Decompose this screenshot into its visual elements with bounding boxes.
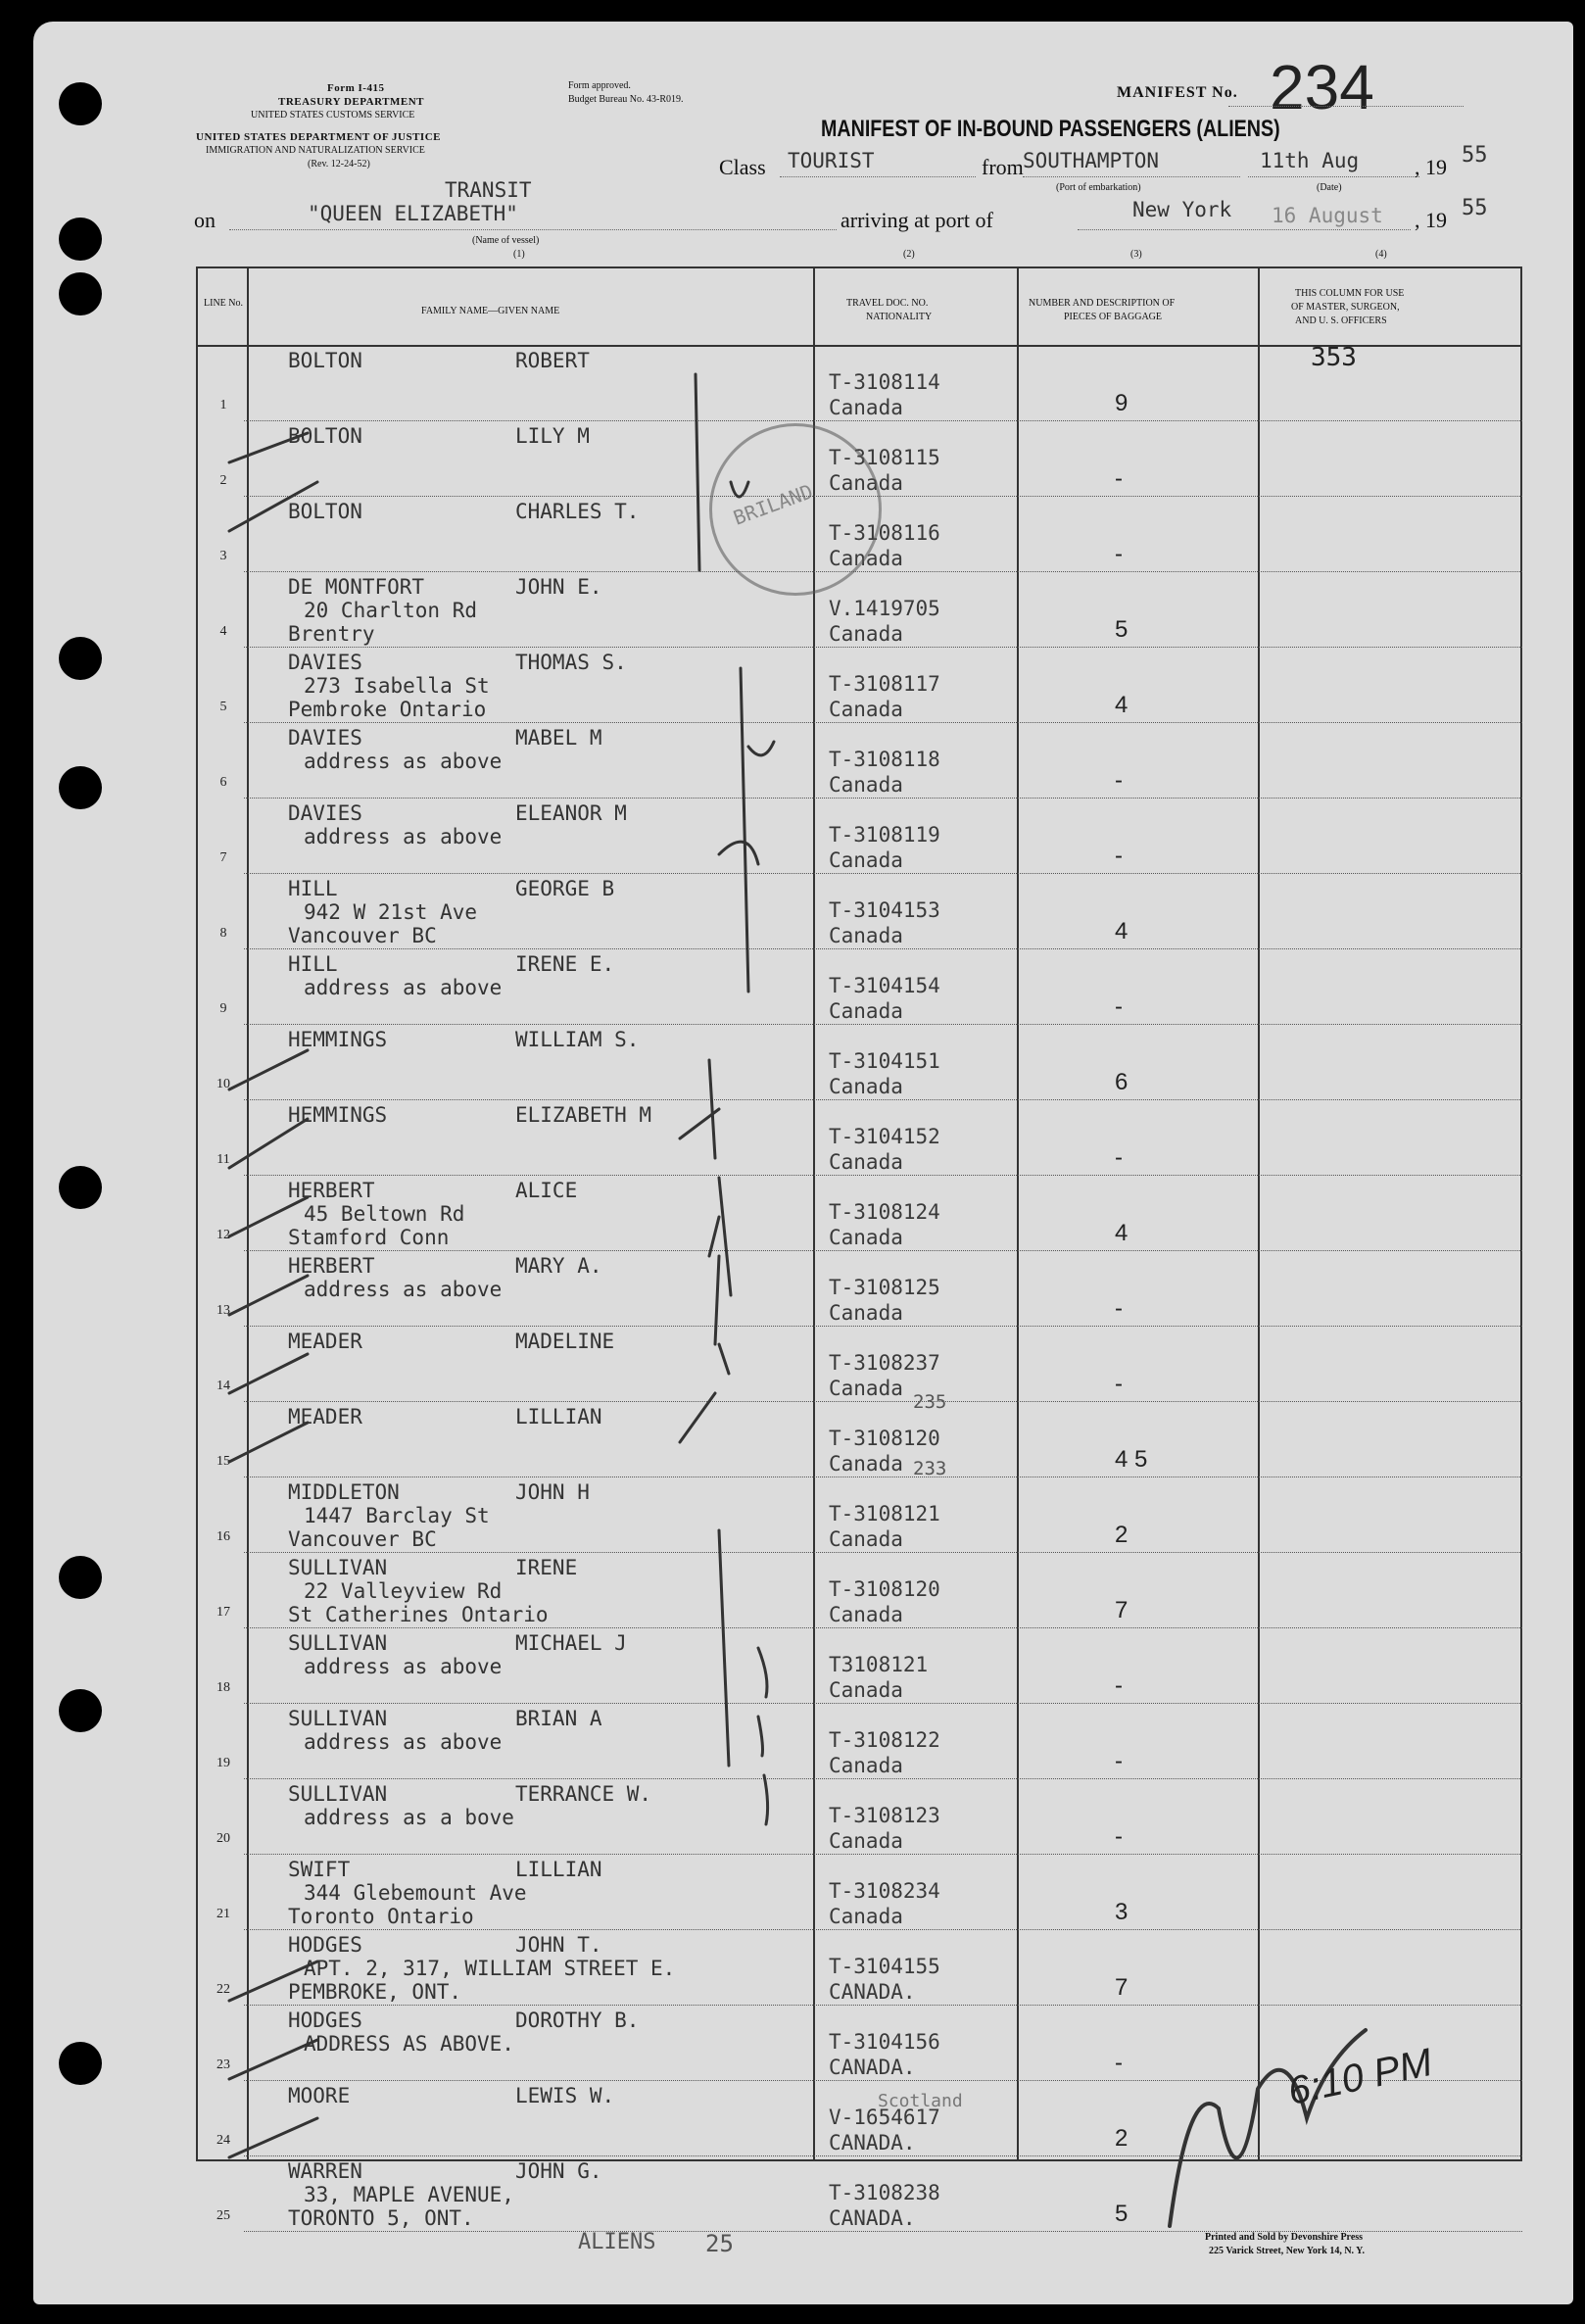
row-baggage: 6 <box>1115 1069 1129 1095</box>
row-line-number: 8 <box>219 926 227 941</box>
on-label: on <box>194 208 216 232</box>
row-baggage: 7 <box>1115 1597 1129 1623</box>
row-baggage: 2 <box>1115 2125 1129 2152</box>
row-travel-doc: T-3104155 <box>829 1955 940 1978</box>
vessel-name: "QUEEN ELIZABETH" <box>308 202 518 225</box>
row-line-number: 19 <box>216 1756 230 1770</box>
row-address-1: address as a bove <box>304 1806 514 1829</box>
row-travel-doc: T-3104154 <box>829 974 940 997</box>
row-family-name: SULLIVAN <box>288 1782 388 1806</box>
handwritten-marks <box>33 22 1573 2304</box>
row-address-1: address as above <box>304 1655 503 1678</box>
dept-justice: UNITED STATES DEPARTMENT OF JUSTICE <box>196 131 441 143</box>
embark-year: 55 <box>1462 143 1488 168</box>
row-line-number: 13 <box>216 1303 230 1318</box>
row-family-name: SULLIVAN <box>288 1556 388 1579</box>
row-baggage: - <box>1115 541 1123 567</box>
row-nationality: Canada <box>829 471 903 495</box>
row-family-name: HEMMINGS <box>288 1028 388 1051</box>
row-baggage: 4 <box>1115 1220 1129 1246</box>
row-line-number: 9 <box>219 1001 227 1016</box>
budget-bureau: Budget Bureau No. 43-R019. <box>568 94 684 105</box>
row-baggage: 5 <box>1115 616 1129 643</box>
row-line-number: 16 <box>216 1529 230 1544</box>
row-given-name: JOHN H <box>515 1480 590 1504</box>
row-nationality: Canada <box>829 1754 903 1777</box>
row-baggage: - <box>1115 767 1123 794</box>
row-nationality: Canada <box>829 1301 903 1325</box>
row-line-number: 3 <box>219 549 227 563</box>
row-nationality: Canada <box>829 1829 903 1853</box>
row-address-1: APT. 2, 317, WILLIAM STREET E. <box>304 1957 676 1980</box>
row-travel-doc: T-3108116 <box>829 521 940 545</box>
row-baggage: 4 <box>1115 918 1129 944</box>
dept-immigration: IMMIGRATION AND NATURALIZATION SERVICE <box>206 145 425 156</box>
row-nationality: CANADA. <box>829 2056 916 2079</box>
class-label: Class <box>719 155 766 179</box>
row-family-name: HERBERT <box>288 1179 375 1202</box>
printer-line-2: 225 Varick Street, New York 14, N. Y. <box>1209 2246 1365 2256</box>
row-given-name: THOMAS S. <box>515 651 627 674</box>
row16-doc-overwrite: 233 <box>913 1458 947 1479</box>
row-address-1: 942 W 21st Ave <box>304 900 478 924</box>
row-travel-doc: T-3108238 <box>829 2181 940 2204</box>
row-family-name: DE MONTFORT <box>288 575 425 599</box>
row-given-name: MICHAEL J <box>515 1631 627 1655</box>
row-given-name: TERRANCE W. <box>515 1782 652 1806</box>
form-approved: Form approved. <box>568 80 631 91</box>
row-given-name: LILLIAN <box>515 1858 602 1881</box>
row-baggage: - <box>1115 1144 1123 1171</box>
row-line-number: 15 <box>216 1454 230 1469</box>
row-line-number: 24 <box>216 2133 230 2148</box>
manifest-no-label: MANIFEST No. <box>1117 84 1238 101</box>
manifest-title: MANIFEST OF IN-BOUND PASSENGERS (ALIENS) <box>821 116 1280 142</box>
row-line-number: 11 <box>216 1152 230 1167</box>
header-use-1: THIS COLUMN FOR USE <box>1295 288 1405 299</box>
arrival-year: 55 <box>1462 196 1488 220</box>
row-family-name: HILL <box>288 952 338 976</box>
row-nationality: Canada <box>829 396 903 419</box>
row-family-name: MOORE <box>288 2084 351 2107</box>
row-address-1: 33, MAPLE AVENUE, <box>304 2183 514 2206</box>
row-family-name: SULLIVAN <box>288 1707 388 1730</box>
row-given-name: ROBERT <box>515 349 590 372</box>
row-line-number: 6 <box>219 775 227 790</box>
dept-treasury: TREASURY DEPARTMENT <box>278 96 424 108</box>
row-nationality: Canada <box>829 1150 903 1174</box>
row-family-name: HODGES <box>288 2009 362 2032</box>
row-given-name: JOHN G. <box>515 2159 602 2183</box>
row-travel-doc: V.1419705 <box>829 597 940 620</box>
row-given-name: BRIAN A <box>515 1707 602 1730</box>
arrival-year-prefix: , 19 <box>1415 208 1447 232</box>
row-travel-doc: T-3108122 <box>829 1728 940 1752</box>
row-address-1: address as above <box>304 750 503 773</box>
row-address-2: Pembroke Ontario <box>288 698 487 721</box>
printer-line-1: Printed and Sold by Devonshire Press <box>1205 2232 1364 2243</box>
row-address-2: Toronto Ontario <box>288 1905 474 1928</box>
row-travel-doc: T-3108119 <box>829 823 940 847</box>
row-address-1: address as above <box>304 1730 503 1754</box>
transit: TRANSIT <box>445 178 532 202</box>
header-doc-1: TRAVEL DOC. NO. <box>846 298 929 309</box>
row-given-name: MADELINE <box>515 1330 615 1353</box>
row-baggage: 4 <box>1115 692 1129 718</box>
row-family-name: BOLTON <box>288 500 362 523</box>
row-given-name: DOROTHY B. <box>515 2009 640 2032</box>
row-family-name: DAVIES <box>288 651 362 674</box>
row24-nationality-overwrite: Scotland <box>878 2091 963 2111</box>
row-given-name: JOHN E. <box>515 575 602 599</box>
row-given-name: GEORGE B <box>515 877 615 900</box>
row-nationality: CANADA. <box>829 2131 916 2155</box>
aliens-label: ALIENS <box>578 2230 656 2254</box>
from-label: from <box>982 155 1024 179</box>
row-family-name: BOLTON <box>288 424 362 448</box>
row-travel-doc: T-3104153 <box>829 898 940 922</box>
row-travel-doc: T-3108117 <box>829 672 940 696</box>
row-line-number: 20 <box>216 1831 230 1846</box>
row-line-number: 10 <box>216 1077 230 1091</box>
row-address-2: PEMBROKE, ONT. <box>288 1980 462 2004</box>
header-bag-1: NUMBER AND DESCRIPTION OF <box>1029 298 1176 309</box>
row-travel-doc: T-3108234 <box>829 1879 940 1903</box>
row-address-1: 20 Charlton Rd <box>304 599 478 622</box>
row-line-number: 23 <box>216 2058 230 2072</box>
row-baggage: - <box>1115 1371 1123 1397</box>
row-given-name: MABEL M <box>515 726 602 750</box>
row-family-name: HODGES <box>288 1933 362 1957</box>
manifest-number: 234 <box>1270 52 1374 122</box>
aliens-count: 25 <box>705 2230 734 2257</box>
year-prefix: , 19 <box>1415 155 1447 179</box>
header-use-3: AND U. S. OFFICERS <box>1295 315 1387 326</box>
row-nationality: CANADA. <box>829 1980 916 2004</box>
row-line-number: 17 <box>216 1605 230 1620</box>
row-line-number: 12 <box>216 1228 230 1242</box>
row-address-2: Vancouver BC <box>288 924 437 947</box>
row-nationality: Canada <box>829 698 903 721</box>
vessel-caption: (Name of vessel) <box>472 235 540 246</box>
row-family-name: WARREN <box>288 2159 362 2183</box>
port-caption: (Port of embarkation) <box>1056 182 1141 193</box>
col3-number: (3) <box>1130 249 1142 260</box>
row-line-number: 5 <box>219 700 227 714</box>
from-value: SOUTHAMPTON <box>1023 149 1160 172</box>
row-given-name: LEWIS W. <box>515 2084 615 2107</box>
row-address-2: Stamford Conn <box>288 1226 450 1249</box>
row-address-2: Brentry <box>288 622 375 646</box>
row-address-2: Vancouver BC <box>288 1527 437 1551</box>
row-travel-doc: T-3108125 <box>829 1276 940 1299</box>
row-family-name: DAVIES <box>288 801 362 825</box>
row-travel-doc: T-3108123 <box>829 1804 940 1827</box>
row-baggage: - <box>1115 465 1123 492</box>
form-revision: (Rev. 12-24-52) <box>308 159 370 169</box>
row-baggage: - <box>1115 993 1123 1020</box>
row-nationality: Canada <box>829 1905 903 1928</box>
row15-doc-overwrite: 235 <box>913 1391 947 1413</box>
row-nationality: Canada <box>829 924 903 947</box>
row-nationality: Canada <box>829 547 903 570</box>
row-family-name: MEADER <box>288 1330 362 1353</box>
row-given-name: LILLIAN <box>515 1405 602 1428</box>
row-baggage: - <box>1115 1295 1123 1322</box>
row-baggage: 7 <box>1115 1974 1129 2001</box>
row-family-name: HERBERT <box>288 1254 375 1278</box>
time-note: 6:10 PM <box>1283 2041 1436 2114</box>
dept-customs: UNITED STATES CUSTOMS SERVICE <box>251 110 415 121</box>
row-address-1: address as above <box>304 825 503 848</box>
header-use-2: OF MASTER, SURGEON, <box>1291 302 1400 313</box>
row-nationality: Canada <box>829 999 903 1023</box>
class-value: TOURIST <box>788 149 875 172</box>
row-given-name: ELEANOR M <box>515 801 627 825</box>
row-address-1: 344 Glebemount Ave <box>304 1881 527 1905</box>
row-baggage: 9 <box>1115 390 1129 416</box>
row-baggage: - <box>1115 843 1123 869</box>
header-bag-2: PIECES OF BAGGAGE <box>1064 312 1163 322</box>
row-travel-doc: T-3104151 <box>829 1049 940 1073</box>
row-travel-doc: V-1654617 <box>829 2106 940 2129</box>
row-line-number: 4 <box>219 624 227 639</box>
row-baggage: - <box>1115 1672 1123 1699</box>
header-doc-2: NATIONALITY <box>866 312 933 322</box>
row-given-name: CHARLES T. <box>515 500 640 523</box>
row-travel-doc: T-3108121 <box>829 1502 940 1525</box>
row-nationality: Canada <box>829 1527 903 1551</box>
row-address-1: 22 Valleyview Rd <box>304 1579 503 1603</box>
row-travel-doc: T-3104156 <box>829 2030 940 2054</box>
embark-date: 11th Aug <box>1260 149 1360 172</box>
row-nationality: Canada <box>829 848 903 872</box>
row-nationality: Canada <box>829 1452 903 1476</box>
row-given-name: WILLIAM S. <box>515 1028 640 1051</box>
row-family-name: SWIFT <box>288 1858 351 1881</box>
row-travel-doc: T-3108120 <box>829 1427 940 1450</box>
row-line-number: 7 <box>219 850 227 865</box>
row-line-number: 22 <box>216 1982 230 1997</box>
row-address-2: TORONTO 5, ONT. <box>288 2206 474 2230</box>
row-address-1: address as above <box>304 1278 503 1301</box>
row-family-name: DAVIES <box>288 726 362 750</box>
row-address-2: St Catherines Ontario <box>288 1603 549 1626</box>
col1-number: (1) <box>513 249 525 260</box>
row-address-1: 1447 Barclay St <box>304 1504 490 1527</box>
row-line-number: 14 <box>216 1379 230 1393</box>
officer-number: 353 <box>1311 343 1357 372</box>
row-baggage: - <box>1115 1748 1123 1774</box>
row-given-name: MARY A. <box>515 1254 602 1278</box>
row-travel-doc: T-3108118 <box>829 748 940 771</box>
manifest-sheet <box>33 22 1573 2304</box>
row-nationality: CANADA. <box>829 2206 916 2230</box>
arrival-date: 16 August <box>1272 204 1383 227</box>
row-travel-doc: T-3108124 <box>829 1200 940 1224</box>
row-address-1: ADDRESS AS ABOVE. <box>304 2032 514 2056</box>
row-nationality: Canada <box>829 773 903 797</box>
row-family-name: HILL <box>288 877 338 900</box>
row-family-name: SULLIVAN <box>288 1631 388 1655</box>
row-family-name: MIDDLETON <box>288 1480 400 1504</box>
header-line-no: LINE No. <box>204 298 243 309</box>
row-family-name: HEMMINGS <box>288 1103 388 1127</box>
header-name: FAMILY NAME—GIVEN NAME <box>421 306 560 316</box>
row-line-number: 1 <box>219 398 227 412</box>
row-address-1: address as above <box>304 976 503 999</box>
row-baggage: - <box>1115 2050 1123 2076</box>
col4-number: (4) <box>1375 249 1387 260</box>
row-nationality: Canada <box>829 622 903 646</box>
row-travel-doc: T-3108120 <box>829 1577 940 1601</box>
row-given-name: IRENE E. <box>515 952 615 976</box>
row-given-name: ALICE <box>515 1179 578 1202</box>
row-address-1: 45 Beltown Rd <box>304 1202 465 1226</box>
row-given-name: JOHN T. <box>515 1933 602 1957</box>
row-family-name: MEADER <box>288 1405 362 1428</box>
row-family-name: BOLTON <box>288 349 362 372</box>
arriving-label: arriving at port of <box>841 208 993 232</box>
row-line-number: 18 <box>216 1680 230 1695</box>
row-travel-doc: T-3108115 <box>829 446 940 469</box>
row-line-number: 25 <box>216 2208 230 2223</box>
row-baggage: - <box>1115 1823 1123 1850</box>
stamp-text: BRILAND <box>730 479 816 530</box>
row-travel-doc: T-3108237 <box>829 1351 940 1375</box>
bracket-mark <box>696 374 699 570</box>
row-baggage: 3 <box>1115 1899 1129 1925</box>
row-baggage: 5 <box>1115 2201 1129 2227</box>
row-nationality: Canada <box>829 1678 903 1702</box>
row-travel-doc: T-3104152 <box>829 1125 940 1148</box>
date-caption: (Date) <box>1317 182 1342 193</box>
row-travel-doc: T-3108114 <box>829 370 940 394</box>
row-baggage: 2 <box>1115 1522 1129 1548</box>
row-address-1: 273 Isabella St <box>304 674 490 698</box>
row-given-name: ELIZABETH M <box>515 1103 652 1127</box>
row-nationality: Canada <box>829 1226 903 1249</box>
row-nationality: Canada <box>829 1377 903 1400</box>
row-travel-doc: T3108121 <box>829 1653 929 1676</box>
row-line-number: 2 <box>219 473 227 488</box>
row-given-name: LILY M <box>515 424 590 448</box>
arrival-port: New York <box>1132 198 1232 221</box>
row-nationality: Canada <box>829 1075 903 1098</box>
row-baggage: 4 5 <box>1115 1446 1148 1473</box>
row-nationality: Canada <box>829 1603 903 1626</box>
row-given-name: IRENE <box>515 1556 578 1579</box>
col2-number: (2) <box>903 249 915 260</box>
form-number: Form I-415 <box>327 82 385 94</box>
row-line-number: 21 <box>216 1907 230 1921</box>
